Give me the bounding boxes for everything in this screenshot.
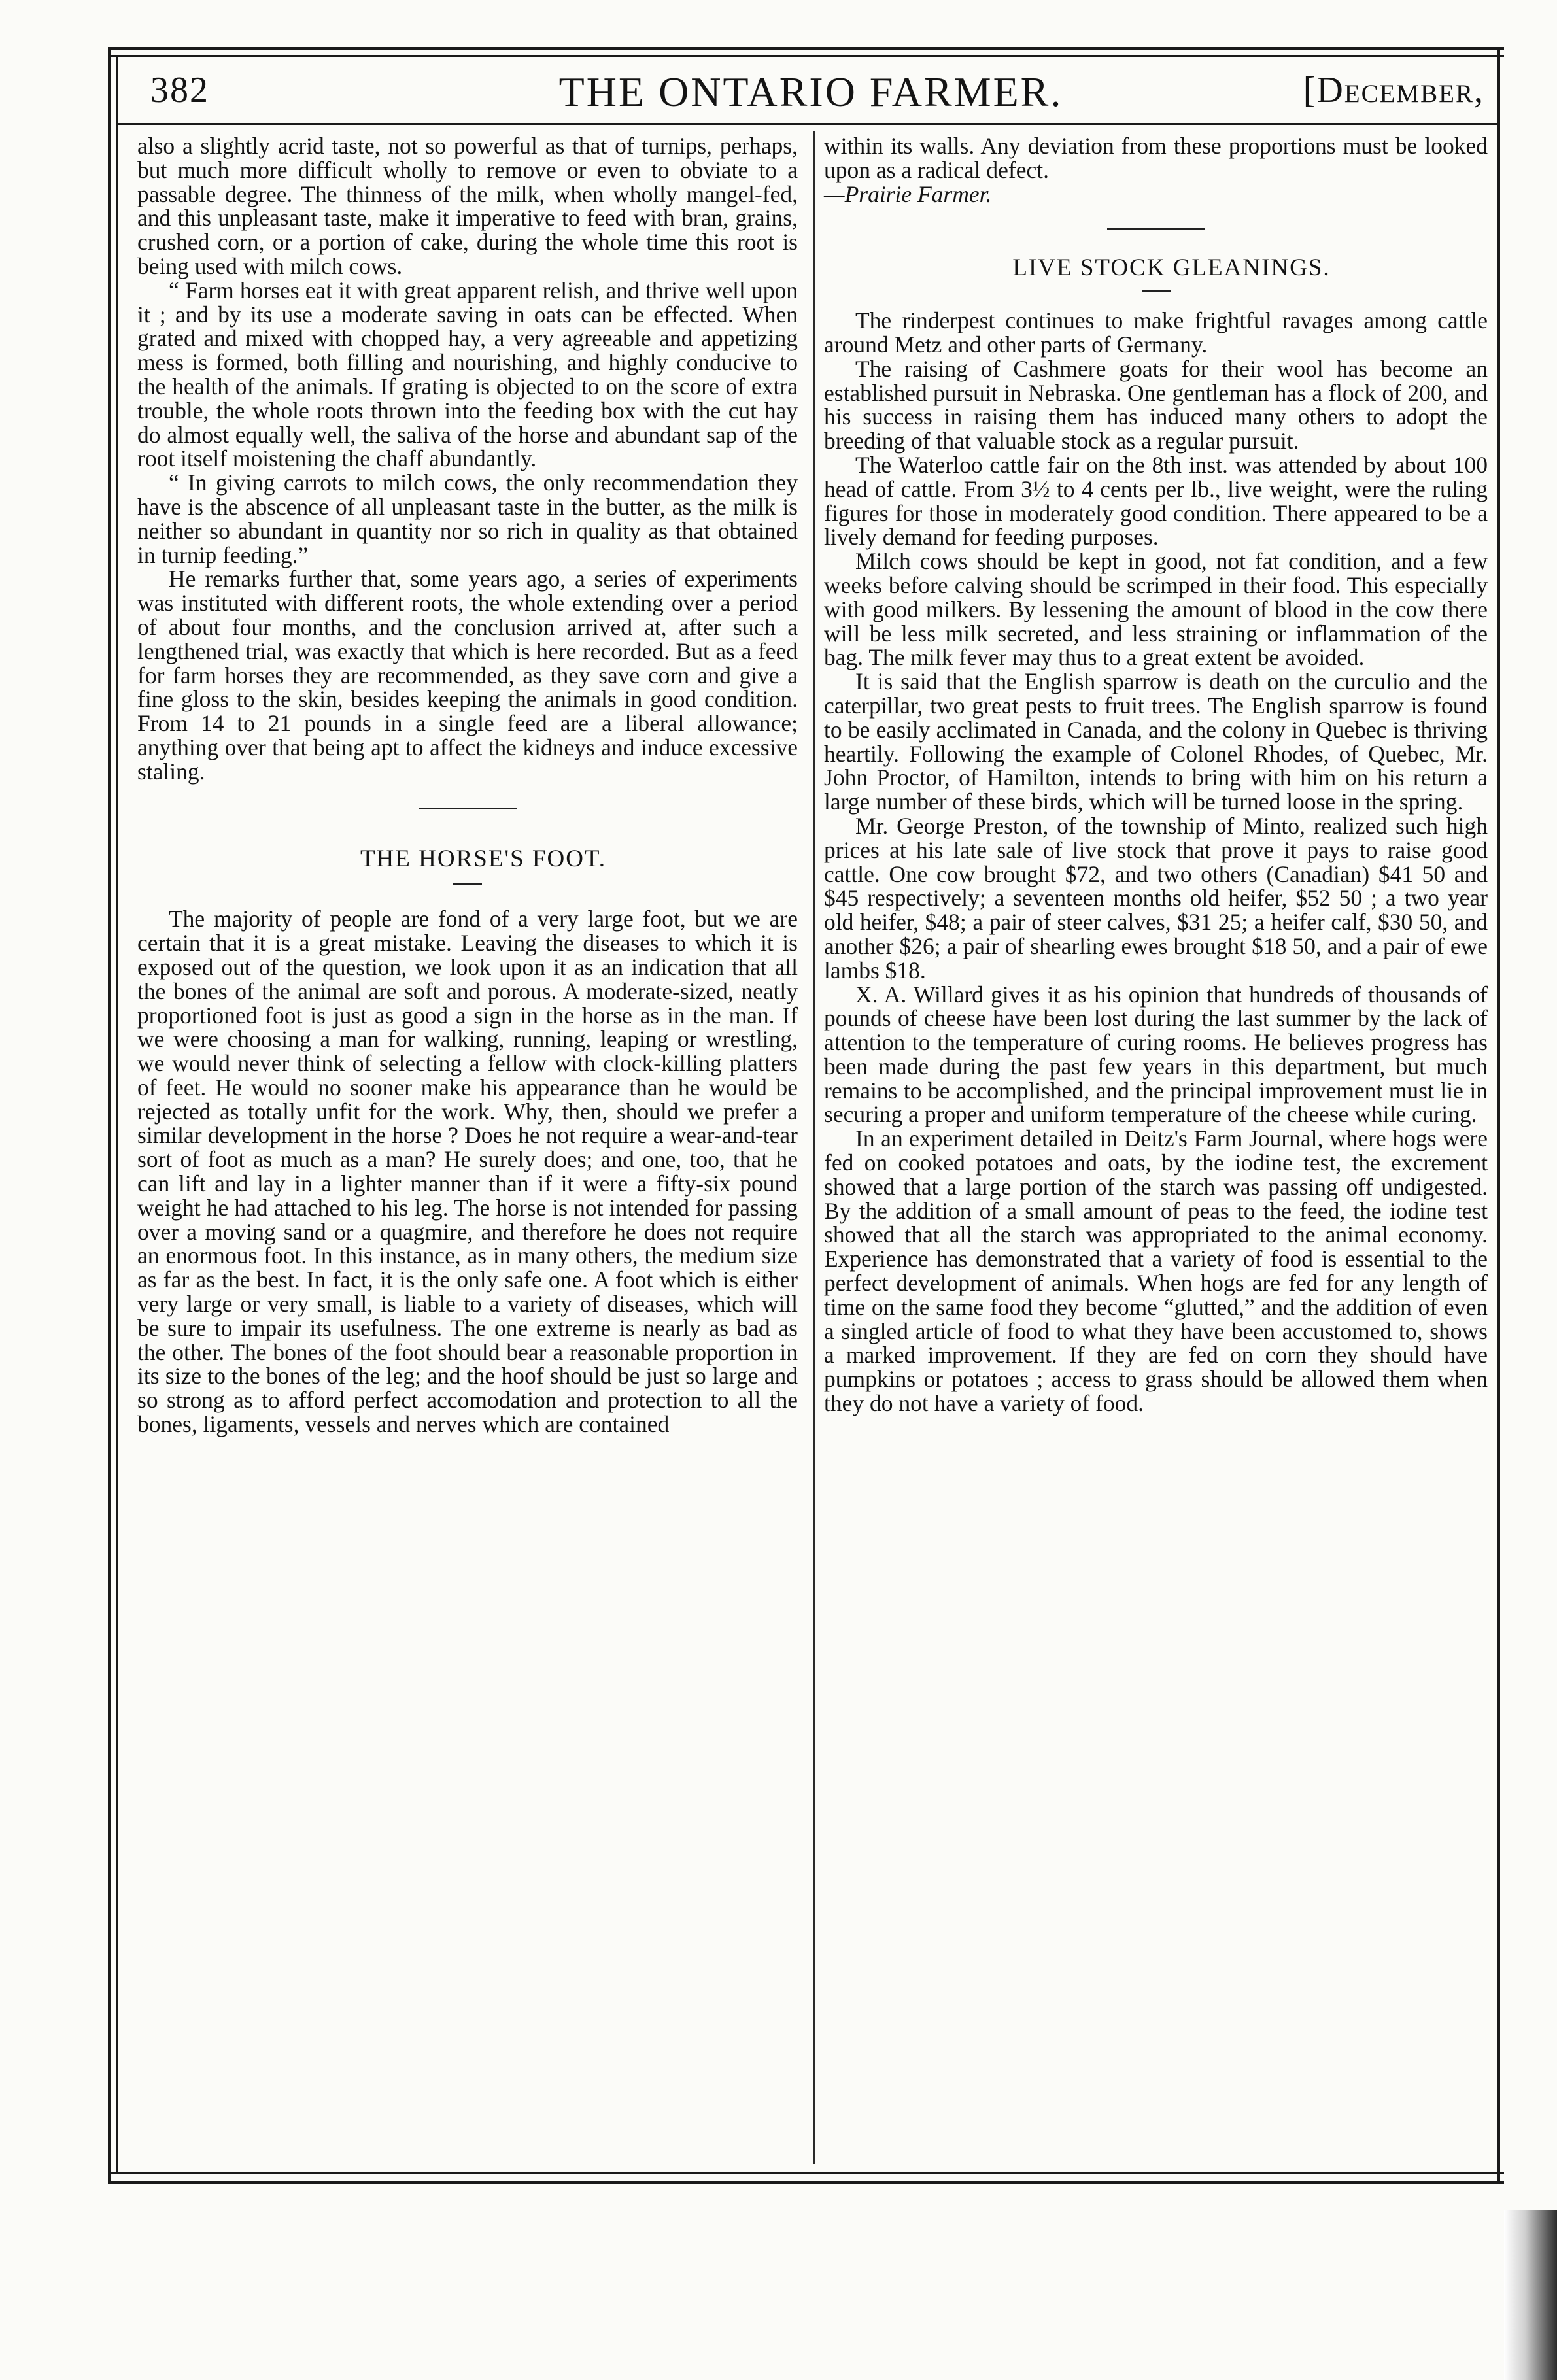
bottom-inner-rule	[108, 2172, 1504, 2174]
article-paragraph: “ In giving carrots to milch cows, the only recommendation they have is the abscence of all unpleasant taste in the butter, as the milk is neither so abundant in quantity nor so rich in quality as that obtained in turnip feeding.”	[137, 469, 798, 568]
bottom-border-rule	[108, 2181, 1504, 2184]
top-border-rule	[108, 47, 1504, 50]
page-number: 382	[150, 70, 209, 110]
news-item: Milch cows should be kept in good, not fat condition, and a few weeks before calving should be scrimped in their food. This especially with good milkers. By lessening the amount of blood in the cow there will be less milk secreted, and less straining or inflammation of the bag. The milk fever may thus to a great extent be avoided.	[824, 548, 1488, 671]
article-paragraph: The majority of people are fond of a very large foot, but we are certain that it is a great mistake. Leaving the diseases to which it is exposed out of the question, we look upon it as an indication that all the bones of the animal are soft and porous. A moderate-sized, neatly proportioned foot is just as good a sign in the horse as in the man. If we were choosing a man for walking, running, leaping or wrestling, we would never think of selecting a fellow with clock-killing platters of feet. He would no sooner make his appearance than he would be rejected as totally unfit for the work. Why, then, should we prefer a similar development in the horse ? Does he not require a wear-and-tear sort of foot as much as a man? He surely does; and one, too, that he can lift and lay in a lighter manner than if it were a fifty-six pound weight he had attached to his leg. The horse is not intended for passing over a moving sand or a quagmire, and therefore he does not require an enormous foot. In this instance, as in many others, the medium size as far as the best. In fact, it is the only safe one. A foot which is either very large or very small, is liable to a variety of diseases, which will be sure to impair its usefulness. The one extreme is nearly as bad as the other. The bones of the foot should bear a reasonable proportion in its size to the bones of the leg; and the hoof should be just so large and so strong as to afford perfect accomodation and protection to all the bones, ligaments, vessels and nerves which are contained	[137, 906, 798, 1438]
page-edge-shadow	[1504, 2210, 1557, 2380]
article-paragraph: “ Farm horses eat it with great apparent relish, and thrive well upon it ; and by its use a moderate saving in oats can be effected. When grated and mixed with chopped hay, a very agreeable and appetizing mess is formed, both filling and nourishing, and highly conducive to the health of the animals. If grating is objected to on the score of extra trouble, the whole roots thrown into the feeding box with the cut hay do almost equally well, the saliva of the horse and abundant sap of the root itself moistening the chaff abundantly.	[137, 277, 798, 472]
news-item: In an experiment detailed in Deitz's Farm Journal, where hogs were fed on cooked potatoes and oats, by the iodine test, the excrement showed that a large portion of the starch was passing off undigested. By the addition of a small amount of peas to the feed, the iodine test showed that all the starch was appropriated to the animal economy. Experience has demonstrated that a variety of food is essential to the perfect development of animals. When hogs are fed for any length of time on the same food they become “glutted,” and the addition of even a singled article of food to what they have been accustomed to, shows a marked improvement. If they are fed on corn they should have pumpkins or potatoes ; access to grass should be allowed them when they do not have a variety of food.	[824, 1125, 1488, 1417]
running-header	[131, 65, 1491, 118]
column-divider	[813, 131, 815, 2164]
news-item: The rinderpest continues to make frightful ravages among cattle around Metz and other parts of Germany.	[824, 307, 1488, 358]
news-item: Mr. George Preston, of the township of Minto, realized such high prices at his late sale of live stock that prove it pays to raise good cattle. One cow brought $72, and two others (Canadian) $41 50 and $45 respectively; a seventeen months old heifer, $52 50 ; a two year old heifer, $48; a pair of steer calves, $31 25; a heifer calf, $30 50, and another $26; a pair of shearling ewes brought $18 50, and a pair of ewe lambs $18.	[824, 812, 1488, 983]
news-item: X. A. Willard gives it as his opinion that hundreds of thousands of pounds of cheese have been lost during the last summer by the lack of attention to the temperature of curing rooms. He believes progress has been made during the past few years in this department, but much remains to be accomplished, and the principal improvement must lie in securing a proper and uniform temperature of the cheese while curing.	[824, 981, 1488, 1128]
right-border-rule	[1497, 47, 1500, 2182]
top-inner-rule	[108, 55, 1504, 57]
article-paragraph: also a slightly acrid taste, not so powerful as that of turnips, perhaps, but much more difficult wholly to remove or even to obviate to a passable degree. The thinness of the milk, when wholly mangel-fed, and this unpleasant taste, make it imperative to feed with bran, grains, crushed corn, or a portion of cake, during the whole time this root is being used with milch cows.	[137, 133, 798, 279]
article-paragraph: He remarks further that, some years ago, a series of experiments was instituted with different roots, the whole extending over a period of about four months, and the conclusion arrived at, after such a lengthened trial, was exactly that which is here recorded. But as a feed for farm horses they are recommended, as they save corn and give a fine gloss to the skin, besides keeping the animals in good condition. From 14 to 21 pounds in a single feed are a liberal allowance; anything over that being apt to affect the kidneys and induce excessive staling.	[137, 566, 798, 785]
news-item: The Waterloo cattle fair on the 8th inst. was attended by about 100 head of cattle. From 3½ to 4 cents per lb., live weight, were the ruling figures for those in moderately good condition. There appeared to be a lively demand for feeding purposes.	[824, 451, 1488, 551]
article-continuation: within its walls. Any deviation from these proportions must be looked upon as a radical defect.	[824, 133, 1488, 183]
right-column	[824, 134, 1488, 1416]
issue-month: [December,	[1303, 70, 1484, 110]
left-column	[137, 134, 798, 1436]
section-heading-live-stock: LIVE STOCK GLEANINGS.	[1012, 254, 1331, 282]
left-border-rule	[108, 47, 111, 2182]
news-item: It is said that the English sparrow is death on the curculio and the caterpillar, two great pests to fruit trees. The English sparrow is found to be easily acclimated in Canada, and the colony in Quebec is thriving heartily. Following the example of Colonel Rhodes, of Quebec, Mr. John Proctor, of Hamilton, intends to bring with him on his return a large number of these birds, which will be turned loose in the spring.	[824, 668, 1488, 815]
section-heading-horses-foot: THE HORSE'S FOOT.	[360, 845, 607, 872]
news-item: The raising of Cashmere goats for their wool has become an established pursuit in Nebraska. One gentleman has a flock of 200, and his success in raising them has induced many others to adopt the breeding of that valuable stock as a regular pursuit.	[824, 355, 1488, 454]
journal-title: THE ONTARIO FARMER.	[558, 69, 1063, 115]
article-credit: —Prairie Farmer.	[824, 180, 992, 207]
left-inner-rule	[116, 55, 118, 2173]
header-rule	[118, 123, 1497, 125]
